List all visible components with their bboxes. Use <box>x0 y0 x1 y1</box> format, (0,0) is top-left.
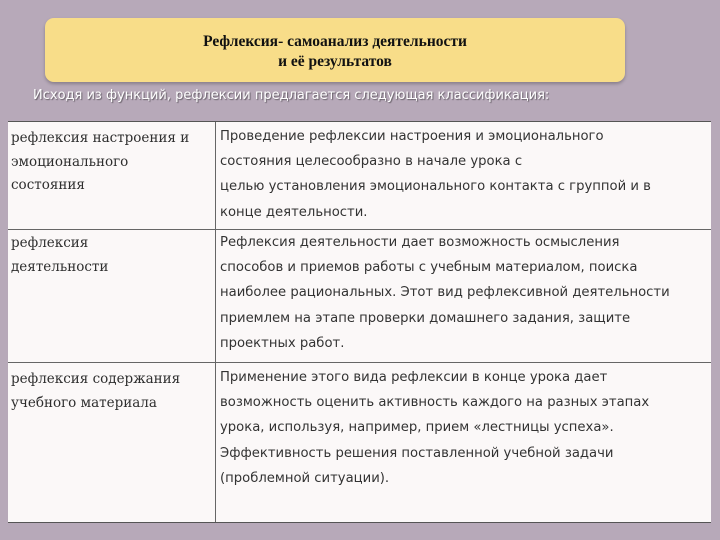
classification-table <box>8 121 711 523</box>
row-3-description: Применение этого вида рефлексии в конце урока дает возможность оценить активность каждого на разных этапах урока, используя, например, прием «лестницы успеха». Эффективность решения поставленной учебной задачи (проблемной ситуации). <box>220 370 650 486</box>
row-2-description: Рефлексия деятельности дает возможность осмысления способов и приемов работы с учебным материалом, поиска наиболее рациональных. Этот вид рефлексивной деятельности приемлем на этапе проверки домашнего задания, защите проектных работ. <box>220 235 670 351</box>
row-divider-2 <box>8 362 711 363</box>
title-box <box>45 18 625 82</box>
row-1-description: Проведение рефлексии настроения и эмоционального состояния целесообразно в начале урока с целью установления эмоционального контакта с группой и в конце деятельности. <box>220 129 651 220</box>
row-1-term: рефлексия настроения и эмоционального состояния <box>11 130 190 193</box>
slide-title-line-1: Рефлексия- самоанализ деятельности <box>203 33 467 50</box>
row-3-term: рефлексия содержания учебного материала <box>11 371 181 411</box>
slide-subtitle: Исходя из функций, рефлексии предлагается следующая классификация: <box>33 88 550 103</box>
row-2-term: рефлексия деятельности <box>11 235 109 275</box>
slide-title-line-2: и её результатов <box>278 53 392 70</box>
